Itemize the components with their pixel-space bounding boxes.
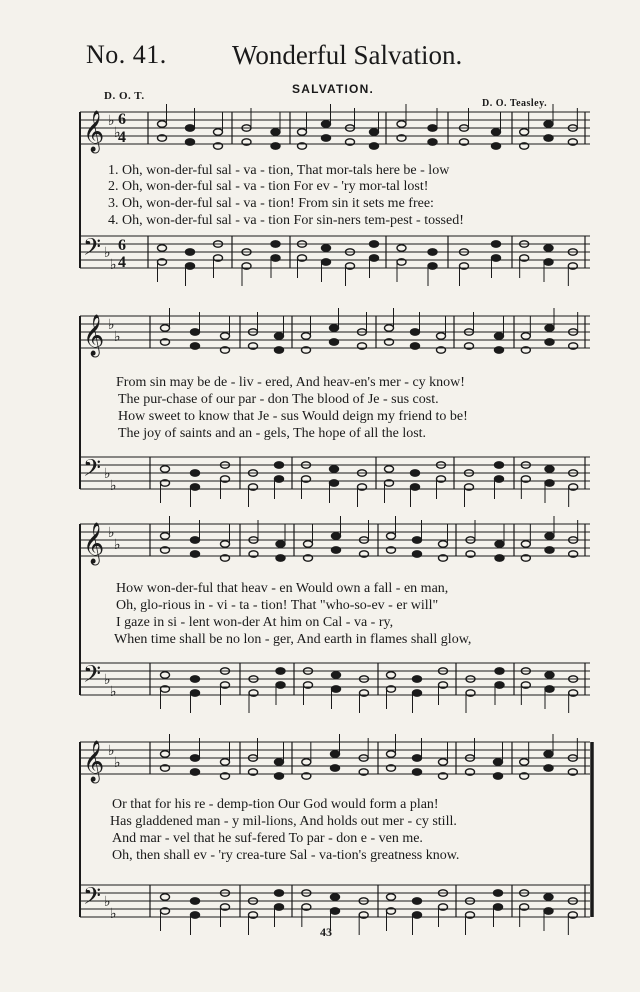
flat-sign-icon: ♭ <box>114 537 121 553</box>
note-head <box>545 547 554 553</box>
note-head <box>545 533 554 539</box>
note-head <box>304 541 313 547</box>
lyric-line-1-1: 1. Oh, won-der-ful sal - va - tion, That mor-tals here be - low <box>108 163 450 178</box>
note-head <box>322 245 331 251</box>
note-head <box>385 466 394 472</box>
note-head <box>370 143 379 149</box>
note-head <box>191 676 200 682</box>
note-head <box>411 484 420 490</box>
note-head <box>191 912 200 918</box>
note-head <box>158 121 167 127</box>
note-head <box>439 759 448 765</box>
note-head <box>191 484 200 490</box>
note-head <box>191 551 200 557</box>
lyric-line-1-3: 3. Oh, won-der-ful sal - va - tion! From sin it sets me free: <box>108 196 434 211</box>
bass-clef-icon: 𝄢 <box>83 660 102 693</box>
note-head <box>214 129 223 135</box>
note-head <box>331 765 340 771</box>
note-head <box>332 686 341 692</box>
lyric-line-4-3: And mar - vel that he suf-fered To par - don e - ven me. <box>112 831 423 846</box>
note-head <box>276 541 285 547</box>
note-head <box>495 668 504 674</box>
note-head <box>330 339 339 345</box>
note-head <box>161 751 170 757</box>
note-head <box>330 480 339 486</box>
note-head <box>437 333 446 339</box>
lyric-line-4-2: Has gladdened man - y mil-lions, And holds out mer - cy still. <box>110 814 457 829</box>
note-head <box>495 476 504 482</box>
note-head <box>332 672 341 678</box>
note-head <box>544 751 553 757</box>
time-signature-top: 6 <box>118 111 126 128</box>
note-head <box>544 135 553 141</box>
note-head <box>186 249 195 255</box>
flat-sign-icon: ♭ <box>108 743 115 759</box>
note-head <box>370 241 379 247</box>
lyric-line-2-2: The pur-chase of our par - don The blood of Je - sus cost. <box>118 392 439 407</box>
note-head <box>428 125 437 131</box>
note-head <box>161 325 170 331</box>
flat-sign-icon: ♭ <box>108 317 115 333</box>
note-head <box>275 347 284 353</box>
note-head <box>495 462 504 468</box>
note-head <box>302 759 311 765</box>
note-head <box>495 347 504 353</box>
note-head <box>322 135 331 141</box>
meter-label: D. O. T. <box>104 90 145 102</box>
note-head <box>492 143 501 149</box>
note-head <box>495 682 504 688</box>
treble-clef-icon: 𝄞 <box>83 111 105 152</box>
note-head <box>545 325 554 331</box>
page-number: 43 <box>320 925 332 939</box>
flat-sign-icon: ♭ <box>104 245 111 261</box>
note-head <box>370 129 379 135</box>
note-head <box>275 333 284 339</box>
composer-label: D. O. Teasley. <box>482 98 548 109</box>
lyric-line-1-4: 4. Oh, won-der-ful sal - va - tion For sin-ners tem-pest - tossed! <box>108 213 464 228</box>
note-head <box>544 259 553 265</box>
lyric-line-2-3: How sweet to know that Je - sus Would deign my friend to be! <box>118 409 468 424</box>
hymn-title: Wonderful Salvation. <box>232 40 463 70</box>
note-head <box>413 676 422 682</box>
note-head <box>545 466 554 472</box>
note-head <box>413 769 422 775</box>
flat-sign-icon: ♭ <box>104 672 111 688</box>
note-head <box>387 533 396 539</box>
note-head <box>495 541 504 547</box>
bass-clef-icon: 𝄢 <box>83 882 102 915</box>
note-head <box>544 765 553 771</box>
note-head <box>544 908 553 914</box>
note-head <box>413 690 422 696</box>
note-head <box>545 672 554 678</box>
lyric-line-2-1: From sin may be de - liv - ered, And heav-en's mer - cy know! <box>116 375 465 390</box>
bass-clef-icon: 𝄢 <box>83 233 102 266</box>
note-head <box>331 894 340 900</box>
topic-label: SALVATION. <box>292 82 374 96</box>
lyric-line-3-3: I gaze in si - lent won-der At him on Cal - va - ry, <box>116 615 394 630</box>
note-head <box>428 249 437 255</box>
note-head <box>191 537 200 543</box>
note-head <box>298 129 307 135</box>
note-head <box>397 121 406 127</box>
note-head <box>494 773 503 779</box>
note-head <box>413 755 422 761</box>
hymn-number: No. 41. <box>86 40 167 69</box>
flat-sign-icon: ♭ <box>110 684 117 700</box>
treble-clef-icon: 𝄞 <box>83 741 105 782</box>
note-head <box>387 751 396 757</box>
note-head <box>413 537 422 543</box>
time-signature-bottom: 4 <box>118 129 126 146</box>
note-head <box>186 263 195 269</box>
note-head <box>332 547 341 553</box>
note-head <box>271 255 280 261</box>
note-head <box>221 333 230 339</box>
note-head <box>191 470 200 476</box>
note-head <box>545 686 554 692</box>
note-head <box>331 908 340 914</box>
note-head <box>221 541 230 547</box>
note-head <box>494 759 503 765</box>
note-head <box>191 769 200 775</box>
lyric-line-4-4: Oh, then shall ev - 'ry crea-ture Sal - va-tion's greatness know. <box>112 848 460 863</box>
flat-sign-icon: ♭ <box>110 257 117 273</box>
flat-sign-icon: ♭ <box>108 113 115 129</box>
note-head <box>161 466 170 472</box>
lyric-line-3-2: Oh, glo-rious in - vi - ta - tion! That "who-so-ev - er will" <box>116 598 439 613</box>
note-head <box>271 129 280 135</box>
note-head <box>186 125 195 131</box>
note-head <box>275 476 284 482</box>
lyric-line-4-1: Or that for his re - demp-tion Our God would form a plan! <box>112 797 439 812</box>
note-head <box>494 904 503 910</box>
note-head <box>275 462 284 468</box>
flat-sign-icon: ♭ <box>114 125 121 141</box>
lyric-line-2-4: The joy of saints and an - gels, The hope of all the lost. <box>118 426 427 441</box>
note-head <box>428 263 437 269</box>
note-head <box>191 755 200 761</box>
note-head <box>161 533 170 539</box>
note-head <box>544 121 553 127</box>
lyric-line-3-4: When time shall be no lon - ger, And earth in flames shall glow, <box>114 632 472 647</box>
flat-sign-icon: ♭ <box>114 329 121 345</box>
note-head <box>276 555 285 561</box>
note-head <box>387 894 396 900</box>
note-head <box>191 690 200 696</box>
note-head <box>332 533 341 539</box>
note-head <box>271 241 280 247</box>
note-head <box>275 890 284 896</box>
note-head <box>411 343 420 349</box>
flat-sign-icon: ♭ <box>104 894 111 910</box>
note-head <box>275 904 284 910</box>
note-head <box>520 759 529 765</box>
note-head <box>544 245 553 251</box>
note-head <box>495 333 504 339</box>
note-head <box>494 890 503 896</box>
flat-sign-icon: ♭ <box>110 478 117 494</box>
note-head <box>520 129 529 135</box>
flat-sign-icon: ♭ <box>104 466 111 482</box>
note-head <box>411 329 420 335</box>
note-head <box>413 912 422 918</box>
note-head <box>439 541 448 547</box>
lyric-line-1-2: 2. Oh, won-der-ful sal - va - tion For ev - 'ry mor-tal lost! <box>108 179 429 194</box>
note-head <box>387 672 396 678</box>
note-head <box>276 682 285 688</box>
note-head <box>191 898 200 904</box>
treble-clef-icon: 𝄞 <box>83 315 105 356</box>
note-head <box>322 121 331 127</box>
note-head <box>492 129 501 135</box>
note-head <box>545 339 554 345</box>
note-head <box>186 139 195 145</box>
note-head <box>276 668 285 674</box>
note-head <box>275 773 284 779</box>
flat-sign-icon: ♭ <box>114 755 121 771</box>
note-head <box>492 241 501 247</box>
time-signature-bottom: 4 <box>118 254 126 271</box>
flat-sign-icon: ♭ <box>110 906 117 922</box>
note-head <box>370 255 379 261</box>
note-head <box>521 333 530 339</box>
note-head <box>397 245 406 251</box>
note-head <box>413 898 422 904</box>
flat-sign-icon: ♭ <box>108 525 115 541</box>
note-head <box>191 329 200 335</box>
note-head <box>544 894 553 900</box>
note-head <box>158 245 167 251</box>
note-head <box>271 143 280 149</box>
note-head <box>161 894 170 900</box>
note-head <box>428 139 437 145</box>
note-head <box>275 759 284 765</box>
lyric-line-3-1: How won-der-ful that heav - en Would own a fall - en man, <box>116 581 449 596</box>
note-head <box>413 551 422 557</box>
note-head <box>191 343 200 349</box>
note-head <box>495 555 504 561</box>
note-head <box>161 672 170 678</box>
note-head <box>330 466 339 472</box>
note-head <box>545 480 554 486</box>
note-head <box>492 255 501 261</box>
note-head <box>521 541 530 547</box>
note-head <box>330 325 339 331</box>
note-head <box>411 470 420 476</box>
note-head <box>221 759 230 765</box>
note-head <box>322 259 331 265</box>
note-head <box>331 751 340 757</box>
time-signature-top: 6 <box>118 237 126 254</box>
note-head <box>385 325 394 331</box>
note-head <box>302 333 311 339</box>
treble-clef-icon: 𝄞 <box>83 523 105 564</box>
bass-clef-icon: 𝄢 <box>83 454 102 487</box>
